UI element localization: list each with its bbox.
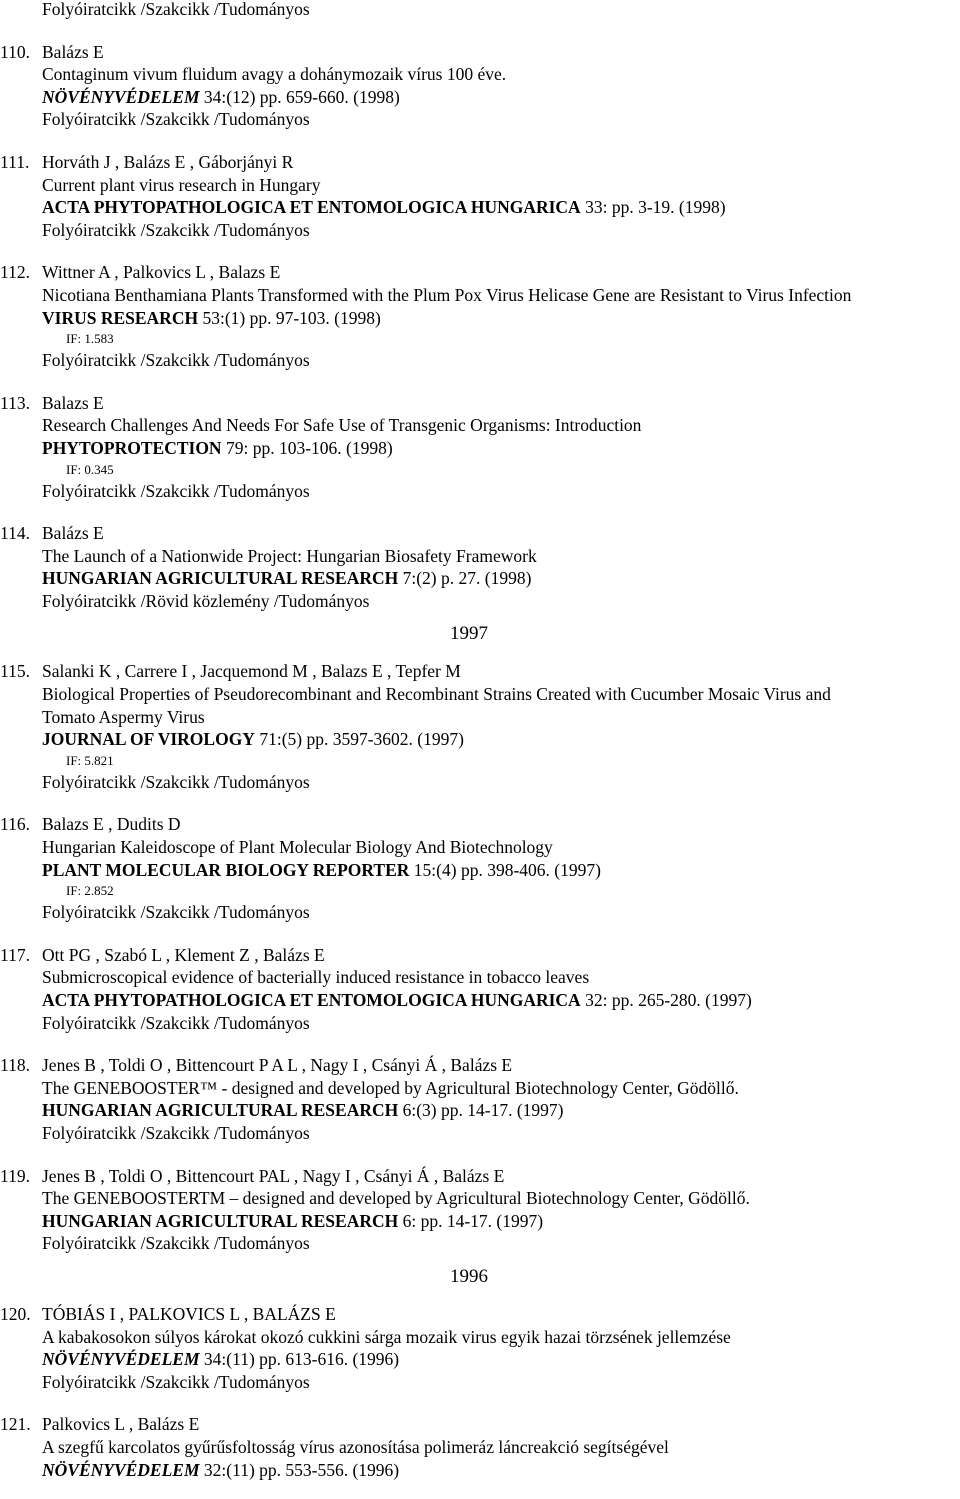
entry-number: 119. (0, 1165, 30, 1186)
entry-number: 121. (0, 1414, 31, 1435)
entry-number: 110. (0, 41, 30, 62)
publication-entry (0, 261, 960, 371)
citation-details: 79: pp. 103-106. (1998) (221, 437, 393, 458)
entry-authors: Balazs E , Dudits D (42, 814, 181, 835)
entry-authors: TÓBIÁS I , PALKOVICS L , BALÁZS E (42, 1303, 336, 1324)
journal-name: VIRUS RESEARCH (42, 307, 199, 328)
entry-number: 117. (0, 944, 30, 965)
entry-citation (0, 437, 960, 460)
entry-citation (0, 1210, 960, 1233)
publication-entry (0, 1413, 960, 1481)
entry-header (0, 1165, 960, 1188)
entry-number: 112. (0, 262, 30, 283)
entry-header (0, 41, 960, 64)
entry-authors: Palkovics L , Balázs E (42, 1414, 200, 1435)
publication-entry (0, 1165, 960, 1255)
citation-details: 71:(5) pp. 3597-3602. (1997) (254, 729, 464, 750)
publication-entry (0, 392, 960, 502)
entry-authors: Jenes B , Toldi O , Bittencourt P A L , Nagy I , Csányi Á , Balázs E (42, 1055, 513, 1076)
entry-citation (0, 728, 960, 751)
entry-authors: Horváth J , Balázs E , Gáborjányi R (42, 151, 294, 172)
publication-type-line: Folyóiratcikk /Szakcikk /Tudományos (42, 1233, 310, 1254)
journal-name: NÖVÉNYVÉDELEM (42, 1459, 200, 1480)
entry-authors: Balázs E (42, 523, 104, 544)
entry-title: The GENEBOOSTER™ - designed and developed by Agricultural Biotechnology Center, Gödöllő. (42, 1077, 739, 1098)
citation-details: 32:(11) pp. 553-556. (1996) (199, 1459, 400, 1480)
entry-citation (0, 196, 960, 219)
citation-details: 34:(12) pp. 659-660. (1998) (199, 86, 400, 107)
entry-title: A szegfű karcolatos gyűrűsfoltosság vírus azonosítása polimeráz láncreakció segítségével (42, 1436, 669, 1457)
journal-name: ACTA PHYTOPATHOLOGICA ET ENTOMOLOGICA HUNGARICA (42, 197, 581, 218)
entry-number: 118. (0, 1055, 30, 1076)
publication-type-line: Folyóiratcikk /Szakcikk /Tudományos (42, 902, 310, 923)
impact-factor: IF: 1.583 (66, 331, 114, 347)
journal-name: HUNGARIAN AGRICULTURAL RESEARCH (42, 568, 399, 589)
journal-name: HUNGARIAN AGRICULTURAL RESEARCH (42, 1210, 399, 1231)
citation-details: 32: pp. 265-280. (1997) (580, 990, 752, 1010)
citation-details: 6:(3) pp. 14-17. (1997) (398, 1100, 564, 1121)
publication-entries (0, 21, 960, 1482)
citation-details: 7:(2) p. 27. (1998) (398, 568, 532, 589)
entry-number: 120. (0, 1303, 31, 1324)
entry-number: 116. (0, 814, 30, 835)
journal-name: NÖVÉNYVÉDELEM (42, 1349, 200, 1370)
entry-title: Current plant virus research in Hungary (42, 174, 321, 195)
entry-citation (0, 1459, 960, 1482)
entry-header (0, 660, 960, 683)
publication-type-line: Folyóiratcikk /Szakcikk /Tudományos (42, 0, 310, 19)
publication-entry (0, 660, 960, 793)
journal-name: NÖVÉNYVÉDELEM (42, 86, 200, 107)
citation-details: 15:(4) pp. 398-406. (1997) (409, 859, 601, 880)
publication-type-line: Folyóiratcikk /Szakcikk /Tudományos (42, 771, 310, 792)
entry-header (0, 522, 960, 545)
publication-type-line: Folyóiratcikk /Szakcikk /Tudományos (42, 480, 310, 501)
entry-number: 115. (0, 661, 30, 682)
entry-title: The Launch of a Nationwide Project: Hungarian Biosafety Framework (42, 545, 537, 566)
publication-entry (0, 1303, 960, 1393)
entry-authors: Wittner A , Palkovics L , Balazs E (42, 262, 281, 283)
entry-title: Submicroscopical evidence of bacterially induced resistance in tobacco leaves (42, 967, 590, 988)
journal-name: HUNGARIAN AGRICULTURAL RESEARCH (42, 1100, 399, 1121)
journal-name: JOURNAL OF VIROLOGY (42, 729, 255, 750)
entry-title: A kabakosokon súlyos károkat okozó cukkini sárga mozaik virus egyik hazai törzsének jellemzése (42, 1326, 731, 1347)
publication-type-line: Folyóiratcikk /Szakcikk /Tudományos (42, 1012, 310, 1033)
entry-title: Nicotiana Benthamiana Plants Transformed with the Plum Pox Virus Helicase Gene are Resistant to Virus Infection (42, 284, 852, 305)
publication-type-line: Folyóiratcikk /Szakcikk /Tudományos (42, 350, 310, 371)
publication-entry (0, 522, 960, 612)
publication-type-line: Folyóiratcikk /Szakcikk /Tudományos (42, 1371, 310, 1392)
entry-title: Research Challenges And Needs For Safe Use of Transgenic Organisms: Introduction (42, 415, 642, 436)
entry-title: Biological Properties of Pseudorecombinant and Recombinant Strains Created with Cucumber Mosaic Virus and (42, 684, 831, 705)
entry-citation (0, 859, 960, 882)
entry-citation (0, 567, 960, 590)
entry-header (0, 261, 960, 284)
entry-authors: Ott PG , Szabó L , Klement Z , Balázs E (42, 944, 325, 965)
entry-header (0, 392, 960, 415)
publication-type-line: Folyóiratcikk /Rövid közlemény /Tudományos (42, 590, 370, 611)
entry-authors: Jenes B , Toldi O , Bittencourt PAL , Nagy I , Csányi Á , Balázs E (42, 1165, 505, 1186)
publication-type-line: Folyóiratcikk /Szakcikk /Tudományos (42, 219, 310, 240)
entry-authors: Salanki K , Carrere I , Jacquemond M , Balazs E , Tepfer M (42, 661, 461, 682)
entry-header (0, 1413, 960, 1436)
entry-authors: Balázs E (42, 41, 104, 62)
citation-details: 33: pp. 3-19. (1998) (580, 197, 726, 218)
year-heading: 1996 (450, 1265, 488, 1287)
publication-type-line: Folyóiratcikk /Szakcikk /Tudományos (42, 109, 310, 130)
entry-header (0, 1054, 960, 1077)
entry-title: Tomato Aspermy Virus (42, 706, 205, 727)
journal-name: PLANT MOLECULAR BIOLOGY REPORTER (42, 859, 410, 880)
impact-factor: IF: 5.821 (66, 752, 114, 768)
year-heading: 1997 (450, 623, 488, 645)
publication-entry (0, 1054, 960, 1144)
entry-citation (0, 307, 960, 330)
entry-title: Hungarian Kaleidoscope of Plant Molecular Biology And Biotechnology (42, 837, 553, 858)
publication-entry (0, 944, 960, 1034)
publication-entry (0, 41, 960, 131)
entry-header (0, 1303, 960, 1326)
impact-factor: IF: 2.852 (66, 883, 114, 899)
entry-header (0, 151, 960, 174)
publication-entry (0, 813, 960, 923)
entry-authors: Balazs E (42, 392, 104, 413)
entry-number: 113. (0, 392, 30, 413)
journal-name: ACTA PHYTOPATHOLOGICA ET ENTOMOLOGICA HUNGARICA (42, 990, 581, 1010)
publication-entry (0, 151, 960, 241)
entry-header (0, 944, 960, 967)
entry-title: The GENEBOOSTERTM – designed and developed by Agricultural Biotechnology Center, Gödöllő. (42, 1188, 750, 1209)
entry-citation (0, 1348, 960, 1371)
entry-citation (0, 86, 960, 109)
publication-type-line: Folyóiratcikk /Szakcikk /Tudományos (42, 1122, 310, 1143)
citation-details: 53:(1) pp. 97-103. (1998) (198, 307, 381, 328)
citation-details: 6: pp. 14-17. (1997) (398, 1210, 544, 1231)
entry-citation (0, 989, 960, 1012)
impact-factor: IF: 0.345 (66, 461, 114, 477)
citation-details: 34:(11) pp. 613-616. (1996) (199, 1349, 400, 1370)
entry-number: 111. (0, 151, 30, 172)
journal-name: PHYTOPROTECTION (42, 437, 222, 458)
entry-header (0, 813, 960, 836)
entry-title: Contaginum vivum fluidum avagy a dohánymozaik vírus 100 éve. (42, 64, 507, 85)
entry-number: 114. (0, 523, 30, 544)
entry-citation (0, 1099, 960, 1122)
